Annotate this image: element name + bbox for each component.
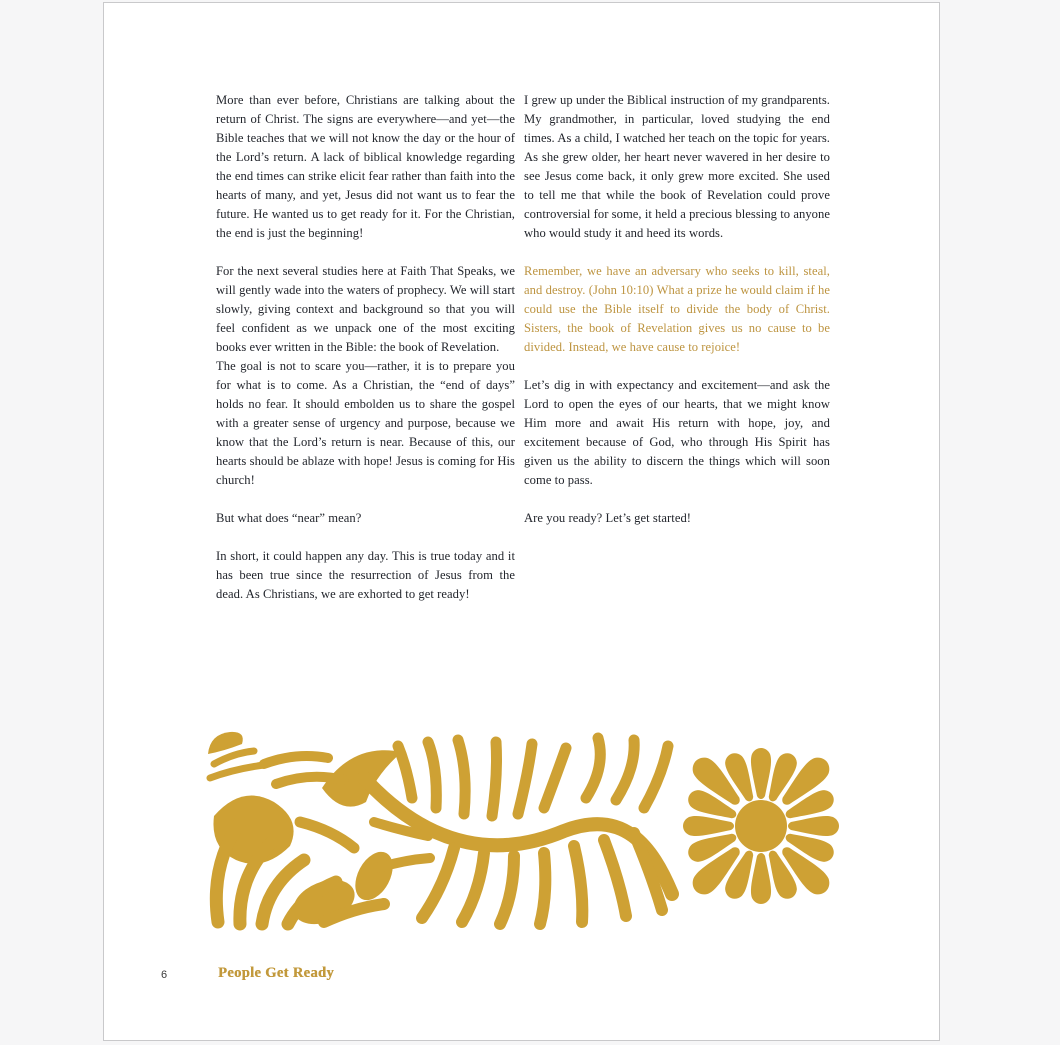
text-column-right (524, 91, 830, 547)
paragraph: The goal is not to scare you—rather, it is to prepare you for what is to come. As a Christian, the “end of days” holds no fear. It should embolden us to share the gospel with a greater sense of urgency and purpose, because we know that the Lord’s return is near. Because of this, our hearts should be ablaze with hope! Jesus is coming for His church! (216, 359, 515, 487)
footer-logo: People Get Ready (218, 965, 334, 981)
document-page (103, 2, 940, 1041)
botanical-illustration (204, 726, 852, 936)
paragraph: I grew up under the Biblical instruction of my grandparents. My grandmother, in particular, loved studying the end times. As a child, I watched her teach on the topic for years. As she grew older, her heart never wavered in her desire to see Jesus come back, it only grew more excited. She used to tell me that while the book of Revelation could prove controversial for some, it held a precious blessing to anyone who would study it and heed its words. (524, 93, 830, 240)
paragraph: Remember, we have an adversary who seeks to kill, steal, and destroy. (John 10:10) What a prize he would claim if he could use the Bible itself to divide the body of Christ. Sisters, the book of Revelation gives us no cause to be divided. Instead, we have cause to rejoice! (524, 264, 830, 354)
paragraph: For the next several studies here at Faith That Speaks, we will gently wade into the waters of prophecy. We will start slowly, giving context and background so that you will feel confident as we unpack one of the most exciting books ever written in the Bible: the book of Revelation. (216, 264, 515, 354)
page-number: 6 (161, 969, 168, 981)
paragraph: But what does “near” mean? (216, 511, 362, 525)
text-column-left (216, 91, 515, 623)
paragraph: Are you ready? Let’s get started! (524, 511, 692, 525)
paragraph: In short, it could happen any day. This is true today and it has been true since the resurrection of Jesus from the dead. As Christians, we are exhorted to get ready! (216, 549, 515, 601)
paragraph: More than ever before, Christians are talking about the return of Christ. The signs are everywhere—and yet—the Bible teaches that we will not know the day or the hour of the Lord’s return. A lack of biblical knowledge regarding the end times can strike elicit fear rather than faith into the hearts of many, and yet, Jesus did not want us to fear the future. He wanted us to get ready for it. For the Christian, the end is just the beginning! (216, 93, 515, 240)
flower-center (735, 800, 787, 852)
paragraph: Let’s dig in with expectancy and excitement—and ask the Lord to open the eyes of our hearts, that we might know Him more and await His return with hope, joy, and excitement because of God, who through His Spirit has given us the ability to discern the things which will soon come to pass. (524, 378, 830, 487)
